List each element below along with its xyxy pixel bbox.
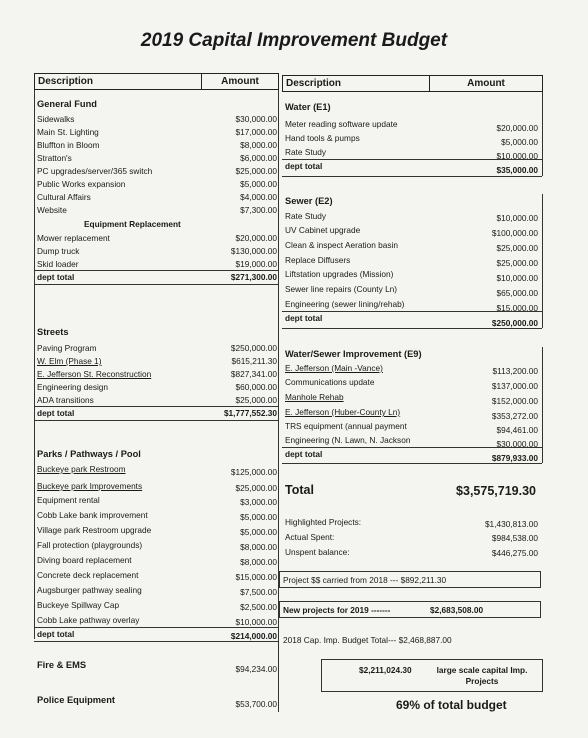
pk-label-7: Concrete deck replacement bbox=[37, 570, 139, 580]
pk-label-2: Equipment rental bbox=[37, 495, 100, 505]
pk-label-9: Buckeye Spillway Cap bbox=[37, 600, 120, 610]
sw-label-1: UV Cabinet upgrade bbox=[285, 225, 361, 235]
gf-total-label: dept total bbox=[37, 272, 75, 282]
wa-amount-2: $10,000.00 bbox=[496, 151, 538, 161]
ws-label-4: TRS equipment (annual payment bbox=[285, 421, 407, 431]
grand-total-amount: $3,575,719.30 bbox=[456, 484, 536, 498]
st-amount-0: $250,000.00 bbox=[230, 343, 277, 353]
pk-amount-6: $8,000.00 bbox=[240, 557, 277, 567]
gf-amount-4: $25,000.00 bbox=[235, 166, 277, 176]
right-header-description: Description bbox=[282, 75, 430, 92]
carried-from-2018-box bbox=[279, 571, 541, 588]
gf-label-3: Stratton's bbox=[37, 153, 72, 163]
police-equipment-label: Police Equipment bbox=[37, 695, 116, 705]
pk-label-8: Augsburger pathway sealing bbox=[37, 585, 142, 595]
pk-label-1: Buckeye park Improvements bbox=[37, 481, 143, 491]
sw-amount-4: $10,000.00 bbox=[496, 273, 538, 283]
gf-total-rule-bottom bbox=[34, 284, 279, 285]
gf-amount-3: $6,000.00 bbox=[240, 153, 277, 163]
eq-label-2: Skid loader bbox=[37, 259, 79, 269]
st-label-2: E. Jefferson St. Reconstruction bbox=[37, 369, 152, 379]
st-label-0: Paving Program bbox=[37, 343, 97, 353]
left-header-description: Description bbox=[34, 73, 202, 90]
pk-amount-4: $5,000.00 bbox=[240, 527, 277, 537]
st-total-rule bbox=[34, 406, 279, 407]
gf-amount-0: $30,000.00 bbox=[235, 114, 277, 124]
wa-label-2: Rate Study bbox=[285, 147, 327, 157]
sw-label-6: Engineering (sewer lining/rehab) bbox=[285, 299, 405, 309]
ws-total-label: dept total bbox=[285, 449, 323, 459]
sw-label-3: Replace Diffusers bbox=[285, 255, 351, 265]
sw-total-rule-bottom bbox=[282, 328, 542, 329]
sw-label-5: Sewer line repairs (County Ln) bbox=[285, 284, 398, 294]
gf-amount-5: $5,000.00 bbox=[240, 179, 277, 189]
police-equipment-amount: $53,700.00 bbox=[235, 699, 277, 709]
gf-amount-2: $8,000.00 bbox=[240, 140, 277, 150]
pk-label-6: Diving board replacement bbox=[37, 555, 132, 565]
parks-heading: Parks / Pathways / Pool bbox=[37, 449, 141, 459]
ws-amount-2: $152,000.00 bbox=[491, 396, 538, 406]
left-amount-divider bbox=[278, 90, 279, 712]
pk-amount-3: $5,000.00 bbox=[240, 512, 277, 522]
pk-amount-8: $7,500.00 bbox=[240, 587, 277, 597]
eq-amount-2: $19,000.00 bbox=[235, 259, 277, 269]
sw-label-4: Liftstation upgrades (Mission) bbox=[285, 269, 394, 279]
summary-label-2: Unspent balance: bbox=[285, 547, 350, 557]
pk-amount-7: $15,000.00 bbox=[235, 572, 277, 582]
ws-amount-1: $137,000.00 bbox=[491, 381, 538, 391]
summary-label-1: Actual Spent: bbox=[285, 532, 335, 542]
pk-total-rule bbox=[34, 627, 279, 628]
sw-label-0: Rate Study bbox=[285, 211, 327, 221]
ws-label-1: Communications update bbox=[285, 377, 375, 387]
st-total-rule-bottom bbox=[34, 420, 279, 421]
pk-label-0: Buckeye park Restroom bbox=[37, 464, 126, 474]
gf-amount-6: $4,000.00 bbox=[240, 192, 277, 202]
gf-amount-7: $7,300.00 bbox=[240, 205, 277, 215]
summary-label-0: Highlighted Projects: bbox=[285, 517, 362, 527]
sw-amount-5: $65,000.00 bbox=[496, 288, 538, 298]
large-scale-amount: $2,211,024.30 bbox=[359, 665, 412, 675]
pk-label-5: Fall protection (playgrounds) bbox=[37, 540, 143, 550]
right-border-3 bbox=[542, 347, 543, 463]
gf-label-7: Website bbox=[37, 205, 67, 215]
st-total-amount: $1,777,552.30 bbox=[223, 408, 277, 418]
wa-total-rule-bottom bbox=[282, 176, 542, 177]
sw-amount-6: $15,000.00 bbox=[496, 303, 538, 313]
pk-total-amount: $214,000.00 bbox=[230, 631, 277, 641]
large-scale-box bbox=[321, 659, 543, 692]
pk-amount-1: $25,000.00 bbox=[235, 483, 277, 493]
st-amount-1: $615,211.30 bbox=[231, 356, 277, 366]
streets-heading: Streets bbox=[37, 327, 69, 337]
new-projects-amount: $2,683,508.00 bbox=[430, 605, 484, 615]
eq-label-0: Mower replacement bbox=[37, 233, 110, 243]
fire-ems-label: Fire & EMS bbox=[37, 660, 87, 670]
st-amount-2: $827,341.00 bbox=[230, 369, 277, 379]
right-border-2 bbox=[542, 194, 543, 328]
ws-label-3: E. Jefferson (Huber-County Ln) bbox=[285, 407, 401, 417]
ws-label-2: Manhole Rehab bbox=[285, 392, 344, 402]
wa-total-label: dept total bbox=[285, 161, 323, 171]
carried-from-2018-text: Project $$ carried from 2018 --- $892,211.30 bbox=[283, 575, 447, 585]
st-amount-3: $60,000.00 bbox=[235, 382, 277, 392]
gf-amount-1: $17,000.00 bbox=[235, 127, 277, 137]
pk-amount-10: $10,000.00 bbox=[235, 617, 277, 627]
wa-total-amount: $35,000.00 bbox=[496, 165, 538, 175]
ws-total-rule bbox=[282, 447, 542, 448]
water-heading: Water (E1) bbox=[285, 102, 331, 112]
pk-label-3: Cobb Lake bank improvement bbox=[37, 510, 148, 520]
right-header-amount: Amount bbox=[429, 75, 543, 92]
wa-total-rule bbox=[282, 159, 542, 160]
sw-amount-1: $100,000.00 bbox=[491, 228, 538, 238]
page-title: 2019 Capital Improvement Budget bbox=[140, 30, 448, 51]
pk-amount-0: $125,000.00 bbox=[230, 467, 277, 477]
sw-total-label: dept total bbox=[285, 313, 323, 323]
pk-amount-5: $8,000.00 bbox=[240, 542, 277, 552]
pk-amount-9: $2,500.00 bbox=[240, 602, 277, 612]
st-label-4: ADA transitions bbox=[37, 395, 94, 405]
sewer-heading: Sewer (E2) bbox=[285, 196, 333, 206]
pk-total-rule-bottom bbox=[34, 641, 279, 642]
gf-label-4: PC upgrades/server/365 switch bbox=[37, 166, 153, 176]
new-projects-box bbox=[279, 601, 541, 618]
wa-label-0: Meter reading software update bbox=[285, 119, 398, 129]
ws-label-0: E. Jefferson (Main -Vance) bbox=[285, 363, 383, 373]
wa-amount-0: $20,000.00 bbox=[496, 123, 538, 133]
wa-amount-1: $5,000.00 bbox=[501, 137, 538, 147]
gf-label-2: Bluffton in Bloom bbox=[37, 140, 100, 150]
summary-amount-1: $984,538.00 bbox=[491, 533, 538, 543]
pk-label-10: Cobb Lake pathway overlay bbox=[37, 615, 140, 625]
new-projects-label: New projects for 2019 ------- bbox=[283, 605, 391, 615]
summary-amount-0: $1,430,813.00 bbox=[484, 519, 538, 529]
wa-label-1: Hand tools & pumps bbox=[285, 133, 360, 143]
pk-total-label: dept total bbox=[37, 629, 75, 639]
ws-total-amount: $879,933.00 bbox=[491, 453, 538, 463]
left-border bbox=[34, 90, 35, 639]
pk-amount-2: $3,000.00 bbox=[240, 497, 277, 507]
gf-total-rule bbox=[34, 270, 279, 271]
watersewer-heading: Water/Sewer Improvement (E9) bbox=[285, 349, 422, 359]
budget-2018-total: 2018 Cap. Imp. Budget Total--- $2,468,887.00 bbox=[283, 635, 452, 645]
sw-amount-2: $25,000.00 bbox=[496, 243, 538, 253]
ws-amount-3: $353,272.00 bbox=[491, 411, 538, 421]
percent-of-total: 69% of total budget bbox=[396, 698, 507, 712]
large-scale-label: large scale capital Imp. Projects bbox=[436, 665, 528, 686]
gf-label-1: Main St. Lighting bbox=[37, 127, 99, 137]
st-amount-4: $25,000.00 bbox=[235, 395, 277, 405]
ws-amount-0: $113,200.00 bbox=[492, 366, 538, 376]
st-label-1: W. Elm (Phase 1) bbox=[37, 356, 102, 366]
summary-amount-2: $446,275.00 bbox=[491, 548, 538, 558]
gf-label-5: Public Works expansion bbox=[37, 179, 126, 189]
right-border bbox=[542, 92, 543, 176]
gf-label-6: Cultural Affairs bbox=[37, 192, 91, 202]
st-label-3: Engineering design bbox=[37, 382, 109, 392]
ws-amount-4: $94,461.00 bbox=[496, 425, 538, 435]
eq-label-1: Dump truck bbox=[37, 246, 80, 256]
st-total-label: dept total bbox=[37, 408, 75, 418]
eq-amount-1: $130,000.00 bbox=[230, 246, 277, 256]
ws-total-rule-bottom bbox=[282, 463, 542, 464]
gf-label-0: Sidewalks bbox=[37, 114, 75, 124]
general-fund-heading: General Fund bbox=[37, 99, 97, 109]
sw-amount-0: $10,000.00 bbox=[496, 213, 538, 223]
sw-label-2: Clean & inspect Aeration basin bbox=[285, 240, 399, 250]
sw-total-rule bbox=[282, 311, 542, 312]
eq-amount-0: $20,000.00 bbox=[235, 233, 277, 243]
pk-label-4: Village park Restroom upgrade bbox=[37, 525, 152, 535]
grand-total-label: Total bbox=[285, 483, 314, 497]
fire-ems-amount: $94,234.00 bbox=[235, 664, 277, 674]
gf-total-amount: $271,300.00 bbox=[230, 272, 277, 282]
ws-amount-5: $30,000.00 bbox=[496, 439, 538, 449]
sw-total-amount: $250,000.00 bbox=[491, 318, 538, 328]
left-header-amount: Amount bbox=[201, 73, 279, 90]
ws-label-5: Engineering (N. Lawn, N. Jackson bbox=[285, 435, 411, 445]
sw-amount-3: $25,000.00 bbox=[496, 258, 538, 268]
equipment-replacement-heading: Equipment Replacement bbox=[84, 219, 181, 229]
